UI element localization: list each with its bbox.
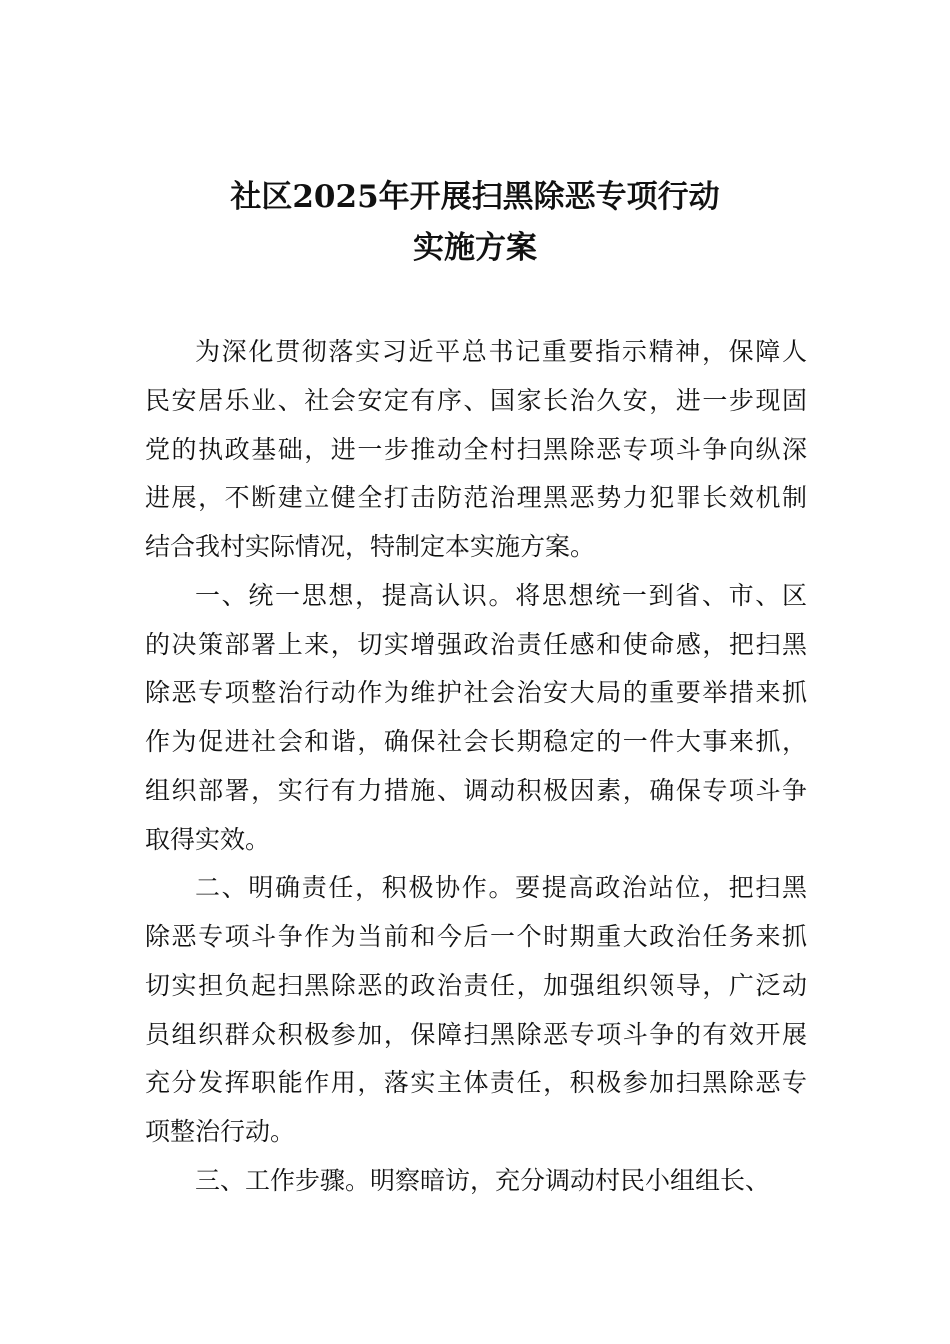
paragraph-2-line-2: 的决策部署上来，切实增强政治责任感和使命感，把扫黑 xyxy=(145,629,807,659)
paragraph-2-line-4: 作为促进社会和谐，确保社会长期稳定的一件大事来抓， xyxy=(145,727,807,756)
paragraph-2-line-6: 取得实效。 xyxy=(145,824,271,854)
paragraph-2-line-1: 一、统一思想，提高认识。将思想统一到省、市、区 xyxy=(195,580,807,610)
paragraph-4-line-1: 三、工作步骤。明察暗访，充分调动村民小组组长、 xyxy=(195,1165,771,1195)
paragraph-3-line-4: 员组织群众积极参加，保障扫黑除恶专项斗争的有效开展 xyxy=(145,1019,807,1049)
paragraph-2-line-5: 组织部署，实行有力措施、调动积极因素，确保专项斗争 xyxy=(145,775,807,805)
paragraph-3-line-6: 项整治行动。 xyxy=(145,1117,296,1146)
paragraph-1-line-2: 民安居乐业、社会安定有序、国家长治久安，进一步现固 xyxy=(145,385,807,415)
paragraph-3-line-1: 二、明确责任，积极协作。要提高政治站位，把扫黑 xyxy=(195,873,807,903)
paragraph-3-line-3: 切实担负起扫黑除恶的政治责任，加强组织领导，广泛动 xyxy=(145,970,807,1000)
paragraph-2-line-3: 除恶专项整治行动作为维护社会治安大局的重要举措来抓 xyxy=(145,678,807,708)
paragraph-1-line-1: 为深化贯彻落实习近平总书记重要指示精神，保障人 xyxy=(195,337,807,366)
document-body xyxy=(145,328,807,1206)
paragraph-3-line-5: 充分发挥职能作用，落实主体责任，积极参加扫黑除恶专 xyxy=(145,1068,807,1098)
paragraph-1-line-3: 党的执政基础，进一步推动全村扫黑除恶专项斗争向纵深 xyxy=(145,434,807,464)
paragraph-1-line-5: 结合我村实际情况，特制定本实施方案。 xyxy=(145,532,596,561)
document-title-line-1: 社区2025年开展扫黑除恶专项行动 xyxy=(230,179,720,215)
paragraph-1-line-4: 进展，不断建立健全打击防范治理黑恶势力犯罪长效机制 xyxy=(145,483,807,513)
paragraph-3-line-2: 除恶专项斗争作为当前和今后一个时期重大政治任务来抓 xyxy=(145,922,807,951)
document-title-line-2: 实施方案 xyxy=(413,230,537,266)
